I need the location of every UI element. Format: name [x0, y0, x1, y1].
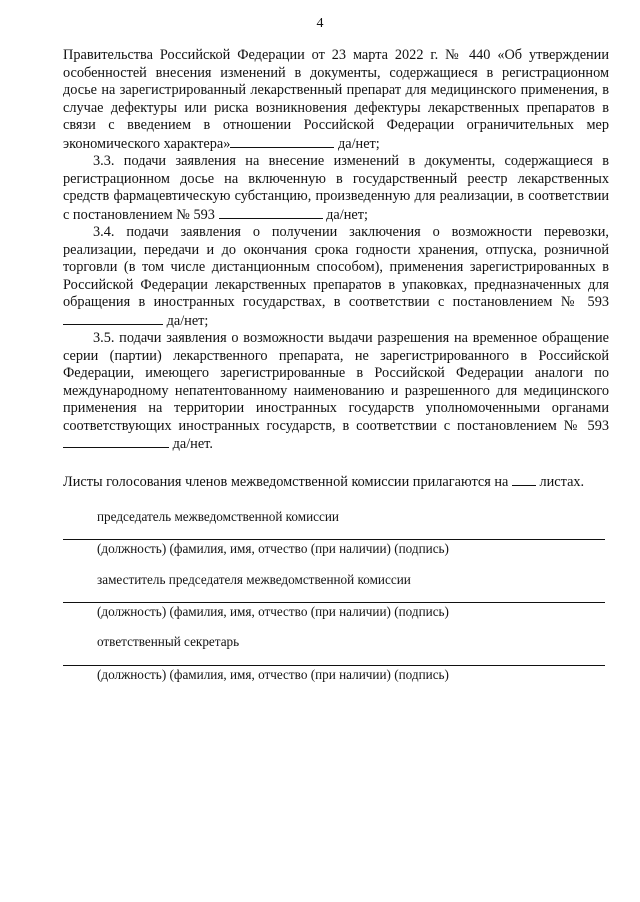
sheets-count-blank[interactable] — [512, 473, 536, 486]
secretary-signature-line[interactable] — [63, 665, 605, 666]
paragraph-3-4 — [63, 224, 609, 330]
page-number: 4 — [316, 16, 324, 31]
document-body — [63, 47, 609, 454]
secretary-caption: (должность) (фамилия, имя, отчество (при наличии) (подпись) — [97, 667, 449, 682]
chair-signature-line[interactable] — [63, 539, 605, 540]
deputy-caption: (должность) (фамилия, имя, отчество (при наличии) (подпись) — [97, 604, 449, 619]
sheets-suffix: листах. — [535, 474, 585, 490]
answer-options: да/нет; — [322, 206, 368, 223]
answer-blank[interactable] — [63, 435, 169, 448]
voting-sheets-line — [63, 473, 609, 492]
deputy-label: заместитель председателя межведомственной комиссии — [97, 572, 411, 587]
answer-blank[interactable] — [230, 135, 334, 148]
answer-options: да/нет. — [169, 436, 213, 452]
sheets-text: Листы голосования членов межведомственной комиссии прилагаются на — [63, 474, 512, 490]
paragraph-text: Правительства Российской Федерации от 23 марта 2022 г. № 440 «Об утверждении особенностей внесения изменений в документы, содержащиеся в регистрационном досье на зарегистрированный лекарственный препарат для медицинского применения, в случае дефектуры или риска возникновения дефектуры лекарственных препаратов в связи с введением в отношении Российской Федерации ограничительных мер экономического характера» — [63, 47, 609, 152]
paragraph-continuation — [63, 47, 609, 153]
paragraph-3-5 — [63, 330, 609, 454]
paragraph-text: 3.5. подачи заявления о возможности выдачи разрешения на временное обращение серии (партии) лекарственного препарата, не зарегистрированного в Российской Федерации, имеющего зарегистрированные в Российской Федерации аналоги по международному непатентованному наименованию и разрешенного для медицинского применения на территории иностранных государств уполномоченными органами соответствующих иностранных государств, в соответствии с постановлением № 593 — [63, 330, 609, 434]
secretary-label: ответственный секретарь — [97, 634, 240, 649]
answer-blank[interactable] — [63, 312, 163, 325]
answer-options: да/нет; — [334, 135, 380, 152]
answer-blank[interactable] — [219, 206, 323, 219]
chair-caption: (должность) (фамилия, имя, отчество (при наличии) (подпись) — [97, 541, 449, 556]
answer-options: да/нет; — [163, 312, 209, 329]
deputy-signature-line[interactable] — [63, 602, 605, 603]
paragraph-text: 3.4. подачи заявления о получении заключения о возможности перевозки, реализации, передачи и до окончания срока годности хранения, отпуска, розничной торговли (в том числе дистанционным способом), применения зарегистрированных в Российской Федерации лекарственных препаратов в упаковках, предназначенных для обращения в иностранных государствах, в соответствии с постановлением № 593 — [63, 224, 609, 310]
paragraph-3-3 — [63, 153, 609, 224]
paragraph-text: 3.3. подачи заявления на внесение изменений в документы, содержащиеся в регистрационном досье на включенную в государственный реестр лекарственных средств фармацевтическую субстанцию, произведенную для реализации, в соответствии с постановлением № 593 — [63, 153, 609, 223]
chair-label: председатель межведомственной комиссии — [97, 509, 339, 524]
